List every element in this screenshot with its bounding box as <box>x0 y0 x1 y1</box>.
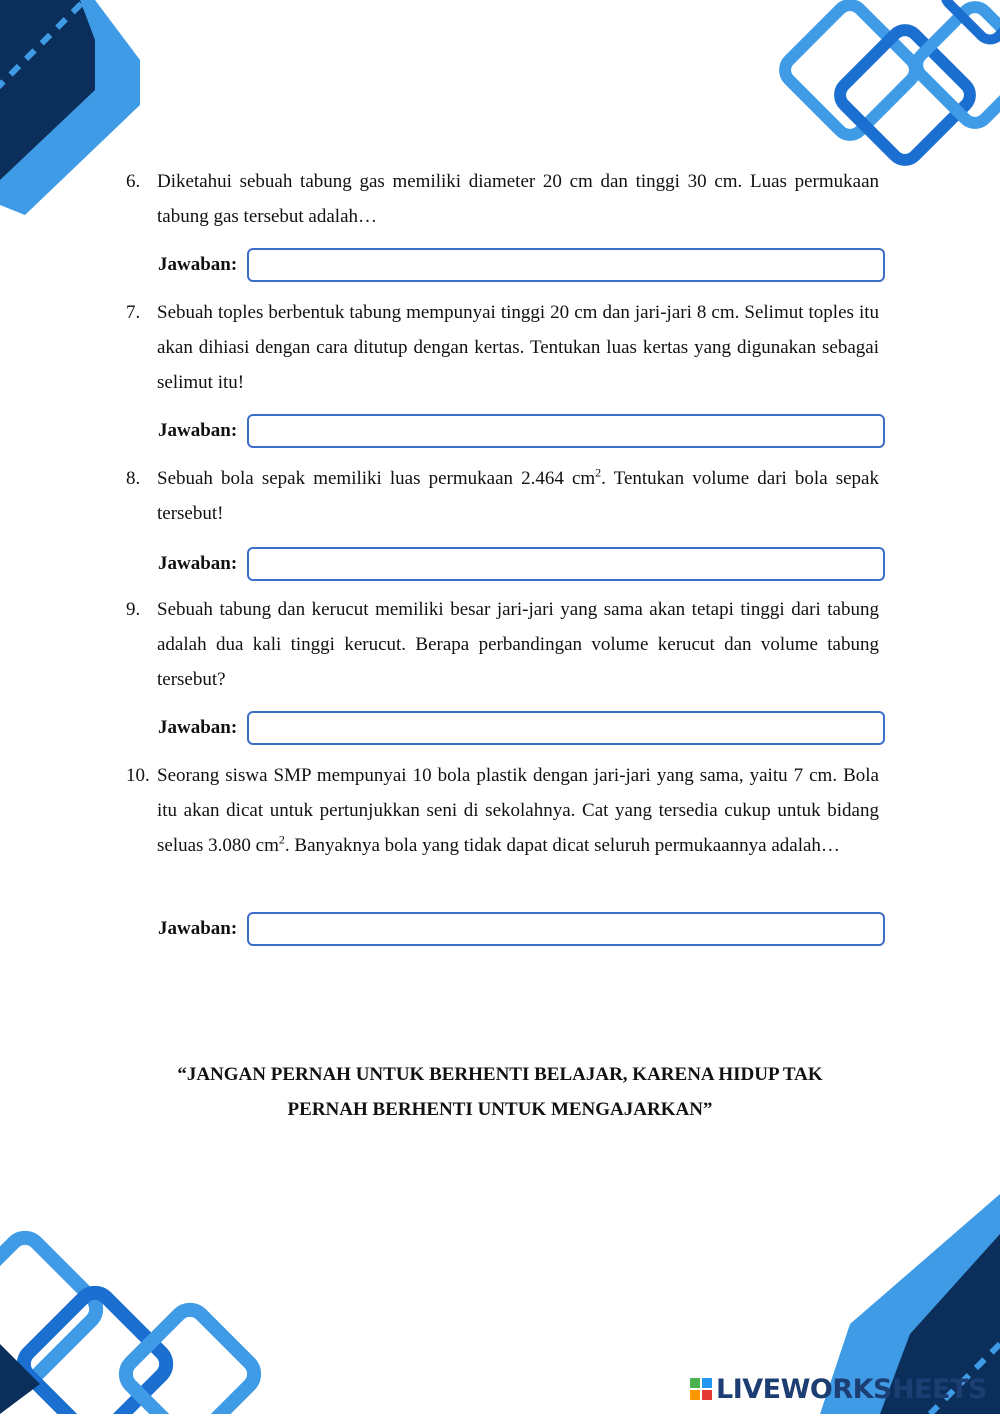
liveworksheets-logo[interactable] <box>690 1373 987 1405</box>
superscript: 2 <box>278 832 285 847</box>
question-number: 10. <box>126 765 150 786</box>
motivational-quote: “JANGAN PERNAH UNTUK BERHENTI BELAJAR, KARENA HIDUP TAK PERNAH BERHENTI UNTUK MENGAJARKAN” <box>177 1064 823 1120</box>
question-6 <box>126 164 879 234</box>
question-text <box>157 758 879 863</box>
question-text: Diketahui sebuah tabung gas memiliki diameter 20 cm dan tinggi 30 cm. Luas permukaan tabung gas tersebut adalah… <box>157 171 879 227</box>
superscript: 2 <box>595 465 602 480</box>
answer-label: Jawaban: <box>158 420 238 441</box>
liveworksheets-logo-icon <box>690 1378 712 1400</box>
answer-label: Jawaban: <box>158 918 238 939</box>
question-number: 9. <box>126 599 141 620</box>
question-text-part: Seorang siswa SMP mempunyai 10 bola plastik dengan jari-jari yang sama, yaitu 7 cm. Bola itu akan dicat untuk pertunjukkan seni di sekolahnya. Cat yang tersedia cukup untuk bidang seluas 3.080 cm <box>157 765 879 856</box>
answer-input-10[interactable] <box>247 912 885 946</box>
answer-input-7[interactable] <box>247 414 885 448</box>
question-number: 8. <box>126 468 141 489</box>
question-9 <box>126 592 879 697</box>
question-text-part: Sebuah bola sepak memiliki luas permukaan 2.464 cm <box>157 468 596 489</box>
question-text: Sebuah toples berbentuk tabung mempunyai tinggi 20 cm dan jari-jari 8 cm. Selimut toples itu akan dihiasi dengan cara ditutup dengan kertas. Tentukan luas kertas yang digunakan sebagai selimut itu! <box>157 302 879 393</box>
answer-input-8[interactable] <box>247 547 885 581</box>
answer-input-6[interactable] <box>247 248 885 282</box>
answer-label: Jawaban: <box>158 717 238 738</box>
corner-decoration-bottom-left <box>0 1214 300 1414</box>
question-text: Sebuah tabung dan kerucut memiliki besar jari-jari yang sama akan tetapi tinggi dari tabung adalah dua kali tinggi kerucut. Berapa perbandingan volume kerucut dan volume tabung tersebut? <box>157 599 879 690</box>
question-text-part: . Tentukan volume dari bola sepak tersebut! <box>157 468 879 524</box>
question-number: 7. <box>126 302 141 323</box>
question-number: 6. <box>126 171 141 192</box>
question-text <box>157 461 879 531</box>
answer-label: Jawaban: <box>158 254 238 275</box>
answer-input-9[interactable] <box>247 711 885 745</box>
corner-decoration-top-right <box>780 0 1000 180</box>
logo-text: LIVEWORKSHEETS <box>716 1373 987 1405</box>
question-7 <box>126 295 879 400</box>
question-10 <box>126 758 879 863</box>
answer-label: Jawaban: <box>158 553 238 574</box>
question-8 <box>126 461 879 531</box>
question-text-part: . Banyaknya bola yang tidak dapat dicat seluruh permukaannya adalah… <box>284 835 840 856</box>
